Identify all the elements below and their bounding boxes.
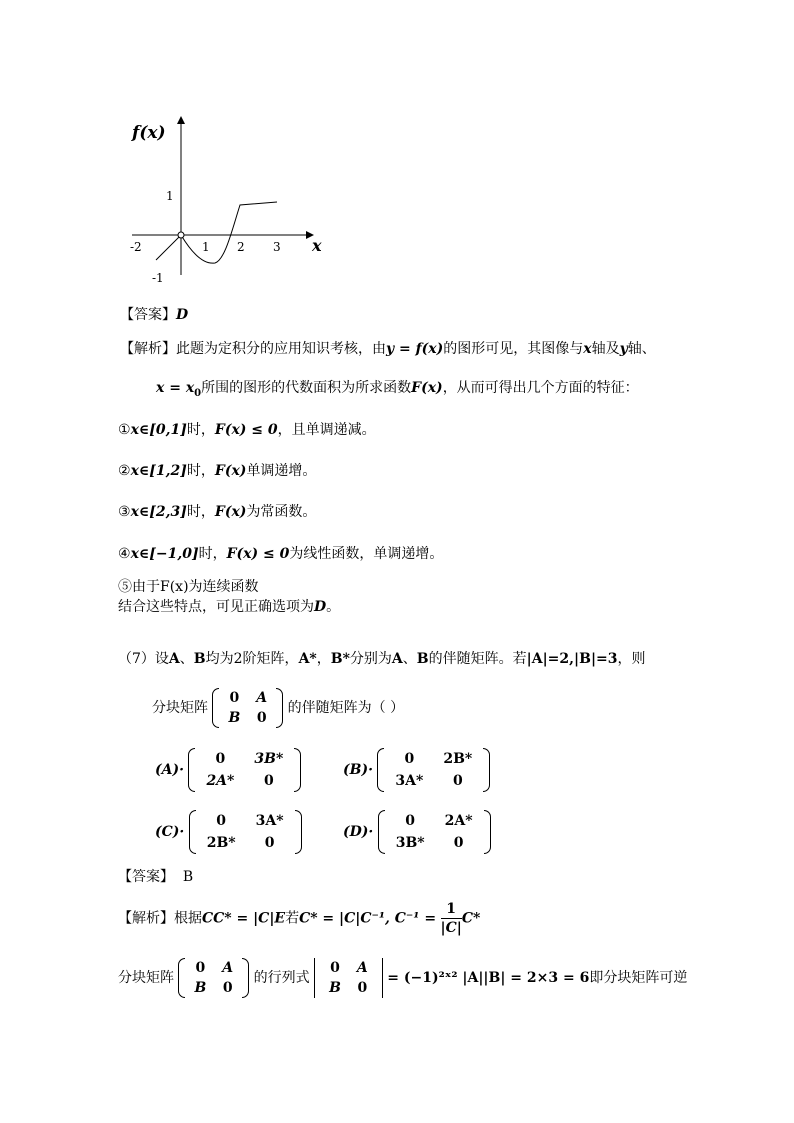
function-graph: [120, 110, 340, 290]
tick-neg2: -2: [130, 240, 142, 254]
q6-analysis-line2: $x = x_0$所围的图形的代数面积为所求函数F(x)，从而可得出几个方面的特征：: [156, 380, 639, 399]
q6-conclusion: 结合这些特点，可见正确选项为D。: [118, 599, 341, 615]
option-c[interactable]: (C)· 0 3A* 2B* 0: [155, 810, 302, 854]
tick-y1: 1: [166, 189, 174, 203]
feature-1: ①x∈[0,1]时，F(x) ≤ 0，且单调递减。: [118, 422, 376, 438]
q6-analysis-line1: 【解析】此题为定积分的应用知识考核，由y = f(x)的图形可见，其图像与x轴及y轴、: [120, 341, 656, 357]
q7-analysis: 【解析】根据CC* = |C|E若C* = |C|C⁻¹, C⁻¹ = $\frac{1}{|C|}$ C*: [118, 901, 481, 936]
x-axis-label: x: [312, 236, 322, 255]
q7-answer: 【答案】 B: [118, 869, 194, 885]
tick-1: 1: [202, 240, 210, 254]
option-b[interactable]: (B)· 0 2B* 3A* 0: [343, 748, 490, 792]
tick-2: 2: [237, 240, 245, 254]
tick-yneg1: -1: [152, 271, 164, 285]
curve: [156, 202, 277, 263]
origin-point: [178, 232, 184, 238]
tick-3: 3: [273, 240, 281, 254]
q7-stem: （7）设A、B均为2阶矩阵，A*，B*分别为A、B的伴随矩阵。若|A|=2,|B|=3，则: [118, 651, 646, 667]
q7-last-line: 分块矩阵 0 A B 0 的行列式 0 A B 0 = (−1)²ˣ² |A||B| = 2×3 = 6即分块矩阵可逆: [118, 960, 688, 996]
q6-answer: 【答案】D: [120, 307, 189, 323]
block-matrix: 0 A B 0: [212, 688, 283, 728]
feature-4: ④x∈[−1,0]时，F(x) ≤ 0为线性函数，单调递增。: [118, 546, 444, 562]
feature-5: ⑤由于F(x)为连续函数: [118, 579, 259, 595]
y-axis-label: f(x): [132, 123, 166, 143]
option-a[interactable]: (A)· 0 3B* 2A* 0: [155, 748, 301, 792]
q7-stem-line2: 分块矩阵 0 A B 0 的伴随矩阵为（ ）: [152, 690, 405, 726]
option-d[interactable]: (D)· 0 2A* 3B* 0: [343, 810, 491, 854]
feature-3: ③x∈[2,3]时，F(x)为常函数。: [118, 504, 317, 520]
feature-2: ②x∈[1,2]时，F(x)单调递增。: [118, 463, 317, 479]
